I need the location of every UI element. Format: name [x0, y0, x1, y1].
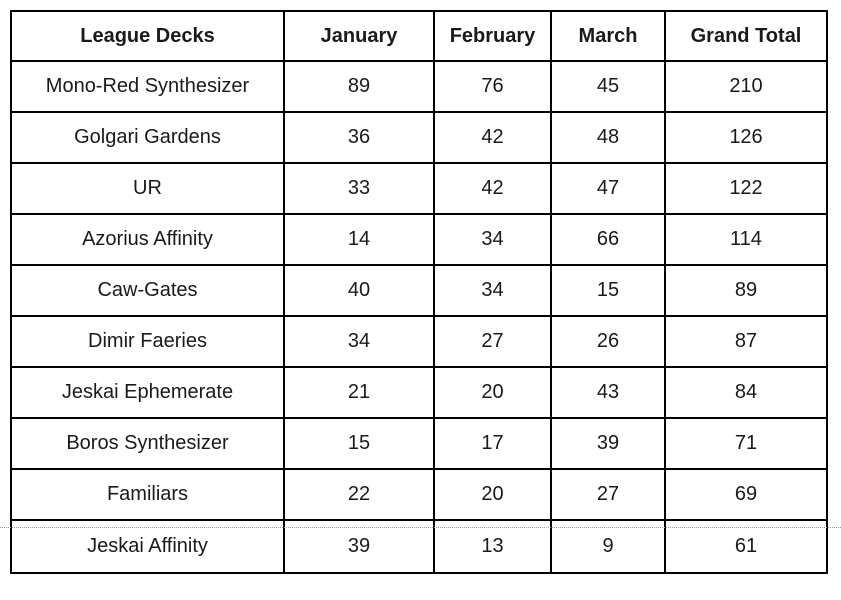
february-cell: 13	[434, 520, 551, 573]
deck-name-cell: Golgari Gardens	[11, 112, 284, 163]
deck-name-cell: Familiars	[11, 469, 284, 520]
table-header-row	[11, 11, 827, 61]
deck-name-cell: Jeskai Affinity	[11, 520, 284, 573]
february-cell: 42	[434, 112, 551, 163]
march-cell: 26	[551, 316, 665, 367]
table-row	[11, 163, 827, 214]
header-february: February	[434, 11, 551, 61]
grand-total-cell: 89	[665, 265, 827, 316]
january-cell: 21	[284, 367, 434, 418]
january-cell: 33	[284, 163, 434, 214]
header-january: January	[284, 11, 434, 61]
february-cell: 76	[434, 61, 551, 112]
table-row	[11, 418, 827, 469]
deck-name-cell: Dimir Faeries	[11, 316, 284, 367]
table-row	[11, 265, 827, 316]
february-cell: 27	[434, 316, 551, 367]
grand-total-cell: 210	[665, 61, 827, 112]
january-cell: 40	[284, 265, 434, 316]
grand-total-cell: 114	[665, 214, 827, 265]
january-cell: 15	[284, 418, 434, 469]
grand-total-cell: 122	[665, 163, 827, 214]
january-cell: 36	[284, 112, 434, 163]
february-cell: 42	[434, 163, 551, 214]
grand-total-cell: 126	[665, 112, 827, 163]
table-row	[11, 61, 827, 112]
header-march: March	[551, 11, 665, 61]
grand-total-cell: 69	[665, 469, 827, 520]
deck-name-cell: Boros Synthesizer	[11, 418, 284, 469]
grand-total-cell: 87	[665, 316, 827, 367]
march-cell: 48	[551, 112, 665, 163]
deck-name-cell: Mono-Red Synthesizer	[11, 61, 284, 112]
header-league-decks: League Decks	[11, 11, 284, 61]
table-row	[11, 112, 827, 163]
march-cell: 27	[551, 469, 665, 520]
january-cell: 14	[284, 214, 434, 265]
february-cell: 34	[434, 214, 551, 265]
march-cell: 47	[551, 163, 665, 214]
march-cell: 43	[551, 367, 665, 418]
january-cell: 34	[284, 316, 434, 367]
deck-name-cell: Jeskai Ephemerate	[11, 367, 284, 418]
grand-total-cell: 84	[665, 367, 827, 418]
grand-total-cell: 71	[665, 418, 827, 469]
table-row	[11, 316, 827, 367]
table-row	[11, 367, 827, 418]
february-cell: 17	[434, 418, 551, 469]
march-cell: 39	[551, 418, 665, 469]
february-cell: 20	[434, 469, 551, 520]
deck-name-cell: Caw-Gates	[11, 265, 284, 316]
header-grand-total: Grand Total	[665, 11, 827, 61]
february-cell: 20	[434, 367, 551, 418]
deck-name-cell: UR	[11, 163, 284, 214]
page-break-line	[0, 527, 841, 528]
league-decks-table	[10, 10, 828, 574]
february-cell: 34	[434, 265, 551, 316]
table-row	[11, 214, 827, 265]
grand-total-cell: 61	[665, 520, 827, 573]
january-cell: 22	[284, 469, 434, 520]
march-cell: 66	[551, 214, 665, 265]
table-row	[11, 469, 827, 520]
january-cell: 89	[284, 61, 434, 112]
march-cell: 15	[551, 265, 665, 316]
march-cell: 9	[551, 520, 665, 573]
march-cell: 45	[551, 61, 665, 112]
january-cell: 39	[284, 520, 434, 573]
deck-name-cell: Azorius Affinity	[11, 214, 284, 265]
